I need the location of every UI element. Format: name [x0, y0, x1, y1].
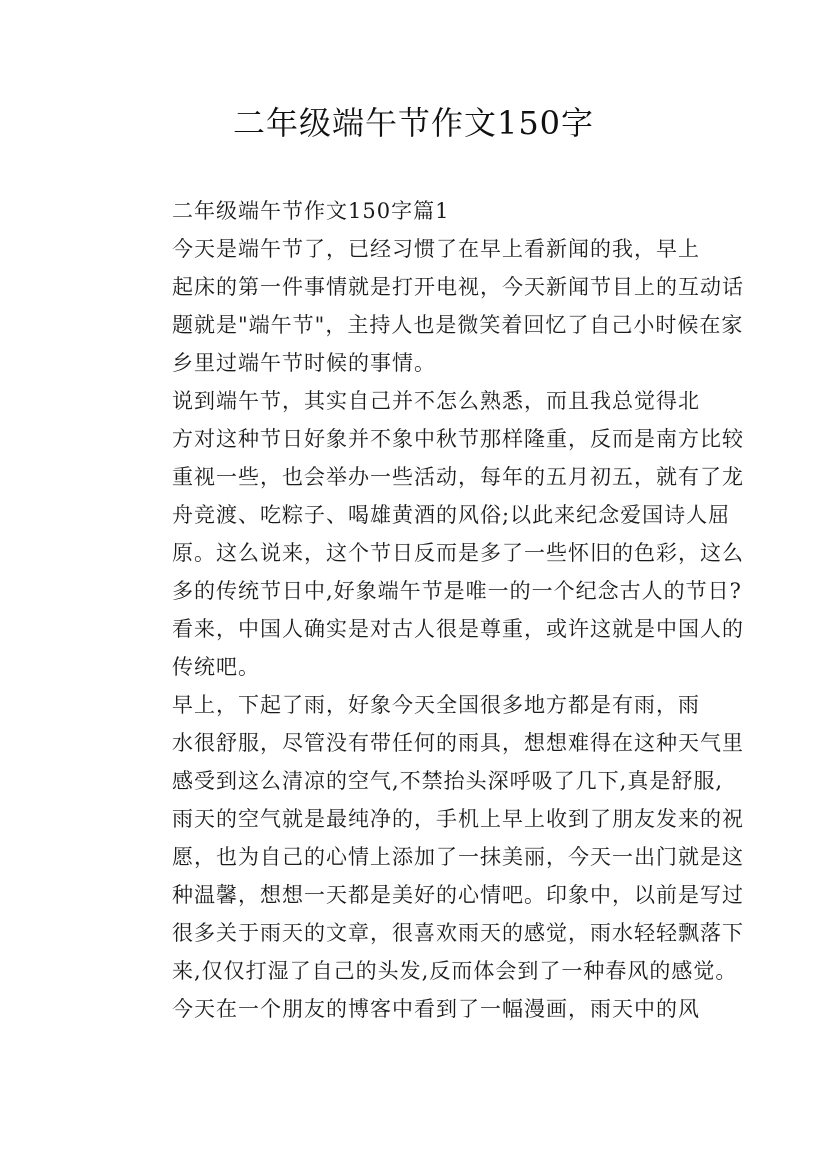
- paragraph-line: 今天是端午节了，已经习惯了在早上看新闻的我，早上: [172, 237, 700, 261]
- paragraph-line: 很多关于雨天的文章，很喜欢雨天的感觉，雨水轻轻飘落下: [172, 921, 744, 945]
- paragraph-line: 水很舒服，尽管没有带任何的雨具，想想难得在这种天气里: [172, 731, 744, 755]
- paragraph-line: 方对这种节日好象并不象中秋节那样隆重，反而是南方比较: [172, 427, 744, 451]
- document-body: [124, 192, 744, 1028]
- paragraph-line: 起床的第一件事情就是打开电视，今天新闻节目上的互动话: [172, 275, 744, 299]
- section-heading: 二年级端午节作文150字篇1: [172, 199, 450, 223]
- paragraph-1: [124, 230, 744, 382]
- document-title: 二年级端午节作文150字: [232, 104, 595, 142]
- paragraph-line: 今天在一个朋友的博客中看到了一幅漫画，雨天中的风: [172, 997, 700, 1021]
- paragraph-3: [124, 686, 744, 990]
- paragraph-line: 种温馨，想想一天都是美好的心情吧。印象中，以前是写过: [172, 883, 744, 907]
- paragraph-line: 愿，也为自己的心情上添加了一抹美丽，今天一出门就是这: [172, 845, 744, 869]
- paragraph-line: 重视一些，也会举办一些活动，每年的五月初五，就有了龙: [172, 465, 744, 489]
- paragraph-line: 原。这么说来，这个节日反而是多了一些怀旧的色彩，这么: [172, 541, 744, 565]
- paragraph-line: 看来，中国人确实是对古人很是尊重，或许这就是中国人的: [172, 617, 744, 641]
- paragraph-line: 乡里过端午节时候的事情。: [172, 351, 436, 375]
- paragraph-line: 雨天的空气就是最纯净的，手机上早上收到了朋友发来的祝: [172, 807, 744, 831]
- paragraph-line: 早上，下起了雨，好象今天全国很多地方都是有雨，雨: [172, 693, 700, 717]
- paragraph-line: 多的传统节日中,好象端午节是唯一的一个纪念古人的节日?: [172, 579, 742, 603]
- paragraph-line: 传统吧。: [172, 655, 260, 679]
- paragraph-line: 感受到这么清凉的空气,不禁抬头深呼吸了几下,真是舒服,: [172, 769, 724, 793]
- paragraph-line: 说到端午节，其实自己并不怎么熟悉，而且我总觉得北: [172, 389, 700, 413]
- paragraph-line: 舟竞渡、吃粽子、喝雄黄酒的风俗;以此来纪念爱国诗人屈: [172, 503, 731, 527]
- paragraph-line: 题就是"端午节"，主持人也是微笑着回忆了自己小时候在家: [172, 313, 744, 337]
- paragraph-line: 来,仅仅打湿了自己的头发,反而体会到了一种春风的感觉。: [172, 959, 738, 983]
- paragraph-2: [124, 382, 744, 686]
- paragraph-4: [124, 990, 702, 1028]
